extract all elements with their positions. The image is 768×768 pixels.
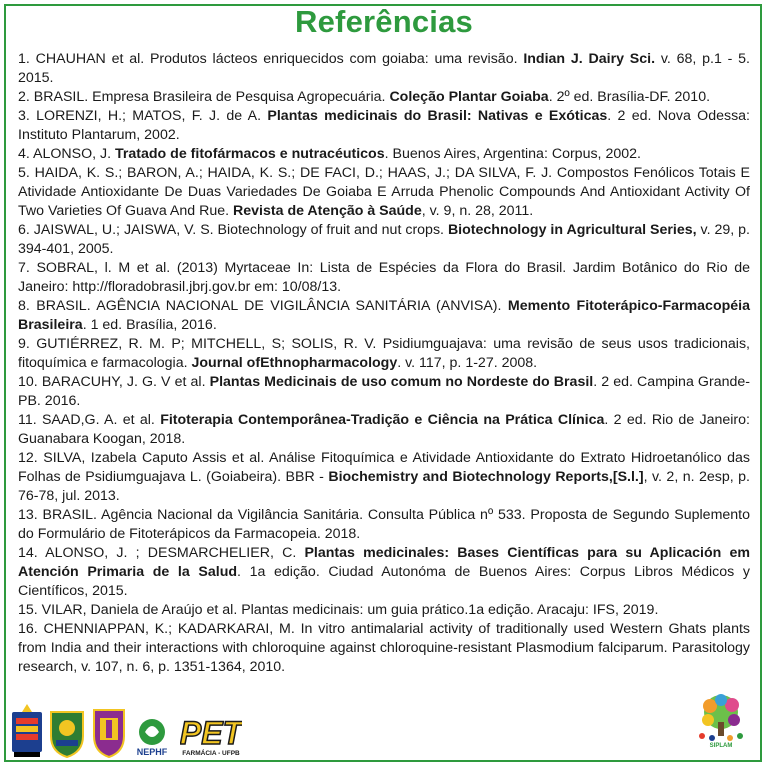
reference-title: Plantas medicinales: Bases Científicas para su Aplicación em Atención Primaria de la Salud — [18, 545, 750, 580]
reference-text: 5. HAIDA, K. S.; BARON, A.; HAIDA, K. S.; DE FACI, D.; HAAS, J.; DA SILVA, F. J. Compostos Fenólicos Totais E Atividade Antioxidante De Duas Variedades De Goiaba E Arruda Phenolic Compounds And Antioxidant Activity Of Two Varieties Of Guava And Rue. — [18, 165, 750, 219]
reference-text: 12. SILVA, Izabela Caputo Assis et al. Análise Fitoquímica e Atividade Antioxidante do Extrato Hidroetanólico das Folhas de Psidiumguajava L. (Goiabeira). BBR - — [18, 450, 750, 485]
reference-title: Journal ofEthnopharmacology — [191, 355, 398, 371]
reference-title: Biochemistry and Biotechnology Reports,[S.l.] — [328, 469, 644, 485]
reference-text: v. 68, p.1 - 5. 2015. — [18, 51, 750, 86]
reference-text: 9. GUTIÉRREZ, R. M. P; MITCHELL, S; SOLIS, R. V. Psidiumguajava: uma revisão de seus usos tradicionais, fitoquímica e farmacologia. — [18, 336, 750, 371]
reference-text: 13. BRASIL. Agência Nacional da Vigilância Sanitária. Consulta Pública nº 533. Proposta de Segundo Suplemento do Formulário de Fitoterápicos da Farmacopeia. 2018. — [18, 507, 750, 542]
ufpb-logo — [10, 704, 44, 758]
reference-item — [18, 145, 750, 164]
reference-text: 1. CHAUHAN et al. Produtos lácteos enriquecidos com goiaba: uma revisão. — [18, 51, 524, 67]
reference-item — [18, 411, 750, 449]
tree-icon — [690, 692, 752, 744]
reference-item — [18, 620, 750, 677]
pet-sublabel: FARMÁCIA - UFPB — [182, 750, 240, 757]
reference-title: Plantas medicinais do Brasil: Nativas e Exóticas — [267, 108, 608, 124]
reference-text: 4. ALONSO, J. — [18, 146, 115, 162]
reference-item — [18, 544, 750, 601]
siplam-logo — [690, 692, 752, 760]
siplam-label: SIPLAM — [709, 743, 733, 749]
reference-title: Coleção Plantar Goiaba — [389, 89, 549, 105]
reference-text: 7. SOBRAL, l. M et al. (2013) Myrtaceae In: Lista de Espécies da Flora do Brasil. Jardim Botânico do Rio de Janeiro: http://floradobrasil.jbrj.gov.br em: 10/08/13. — [18, 260, 750, 295]
reference-item — [18, 506, 750, 544]
reference-title: Biotechnology in Agricultural Series, — [447, 222, 697, 238]
reference-text: . 1 ed. Brasília, 2016. — [82, 317, 217, 333]
reference-item — [18, 335, 750, 373]
reference-title: Fitoterapia Contemporânea-Tradição e Ciência na Prática Clínica — [160, 412, 605, 428]
reference-list — [18, 50, 750, 677]
reference-title: Memento Fitoterápico-Farmacopéia Brasileira — [18, 298, 750, 333]
reference-text: 16. CHENNIAPPAN, K.; KADARKARAI, M. In vitro antimalarial activity of traditionally used Western Ghats plants from India and their interactions with chloroquine against chloroquine-resistant Plasmodium falciparum. Parasitology research, v. 107, n. 6, p. 1351-1364, 2010. — [18, 621, 750, 675]
reference-text: 14. ALONSO, J. ; DESMARCHELIER, C. — [18, 545, 305, 561]
reference-text: . 1a edição. Ciudad Autonóma de Buenos Aires: Corpus Libros Médicos y Científicos, 2015. — [18, 564, 750, 599]
reference-text: 2. BRASIL. Empresa Brasileira de Pesquisa Agropecuária. — [18, 89, 390, 105]
reference-text: 10. BARACUHY, J. G. V et al. — [18, 374, 210, 390]
reference-text: . 2 ed. Rio de Janeiro: Guanabara Koogan, 2018. — [18, 412, 750, 447]
pharmacy-crest-logo — [92, 706, 126, 758]
reference-text: . 2 ed. Nova Odessa: Instituto Plantarum, 2002. — [18, 108, 751, 143]
reference-title: Revista de Atenção à Saúde — [233, 203, 422, 219]
reference-text: 3. LORENZI, H.; MATOS, F. J. de A. — [18, 108, 268, 124]
reference-text: 8. BRASIL. AGÊNCIA NACIONAL DE VIGILÂNCIA SANITÁRIA (ANVISA). — [18, 298, 508, 314]
pet-logo — [180, 708, 242, 758]
reference-item — [18, 50, 750, 88]
reference-text: 11. SAAD,G. A. et al. — [18, 412, 161, 428]
reference-title: Plantas Medicinais de uso comum no Nordeste do Brasil — [209, 374, 594, 390]
nephf-logo — [130, 714, 174, 758]
reference-text: . 2 ed. Campina Grande-PB. 2016. — [18, 374, 750, 409]
reference-item — [18, 373, 750, 411]
reference-item — [18, 88, 750, 107]
nephf-label: NEPHF — [136, 747, 168, 757]
reference-text: , v. 9, n. 28, 2011. — [421, 203, 534, 219]
reference-text: v. 29, p. 394-401, 2005. — [18, 222, 750, 257]
reference-text: . v. 117, p. 1-27. 2008. — [397, 355, 538, 371]
reference-text: 6. JAISWAL, U.; JAISWA, V. S. Biotechnology of fruit and nut crops. — [18, 222, 448, 238]
reference-item — [18, 107, 750, 145]
reference-item — [18, 449, 750, 506]
reference-title: Indian J. Dairy Sci. — [523, 51, 656, 67]
page-title: Referências — [295, 4, 473, 39]
reference-item — [18, 259, 750, 297]
reference-text: . 2º ed. Brasília-DF. 2010. — [548, 89, 711, 105]
pet-label: PET — [180, 715, 242, 751]
ccs-shield-logo — [48, 708, 86, 758]
reference-text: 15. VILAR, Daniela de Araújo et al. Plantas medicinais: um guia prático.1a edição. Aracaju: IFS, 2019. — [18, 602, 659, 618]
reference-title: Tratado de fitofármacos e nutracéuticos — [114, 146, 385, 162]
reference-item — [18, 164, 750, 221]
reference-text: . Buenos Aires, Argentina: Corpus, 2002. — [384, 146, 641, 162]
reference-item — [18, 297, 750, 335]
reference-text: , v. 2, n. 2esp, p. 76-78, jul. 2013. — [18, 469, 750, 504]
reference-item — [18, 221, 750, 259]
reference-item — [18, 601, 750, 620]
